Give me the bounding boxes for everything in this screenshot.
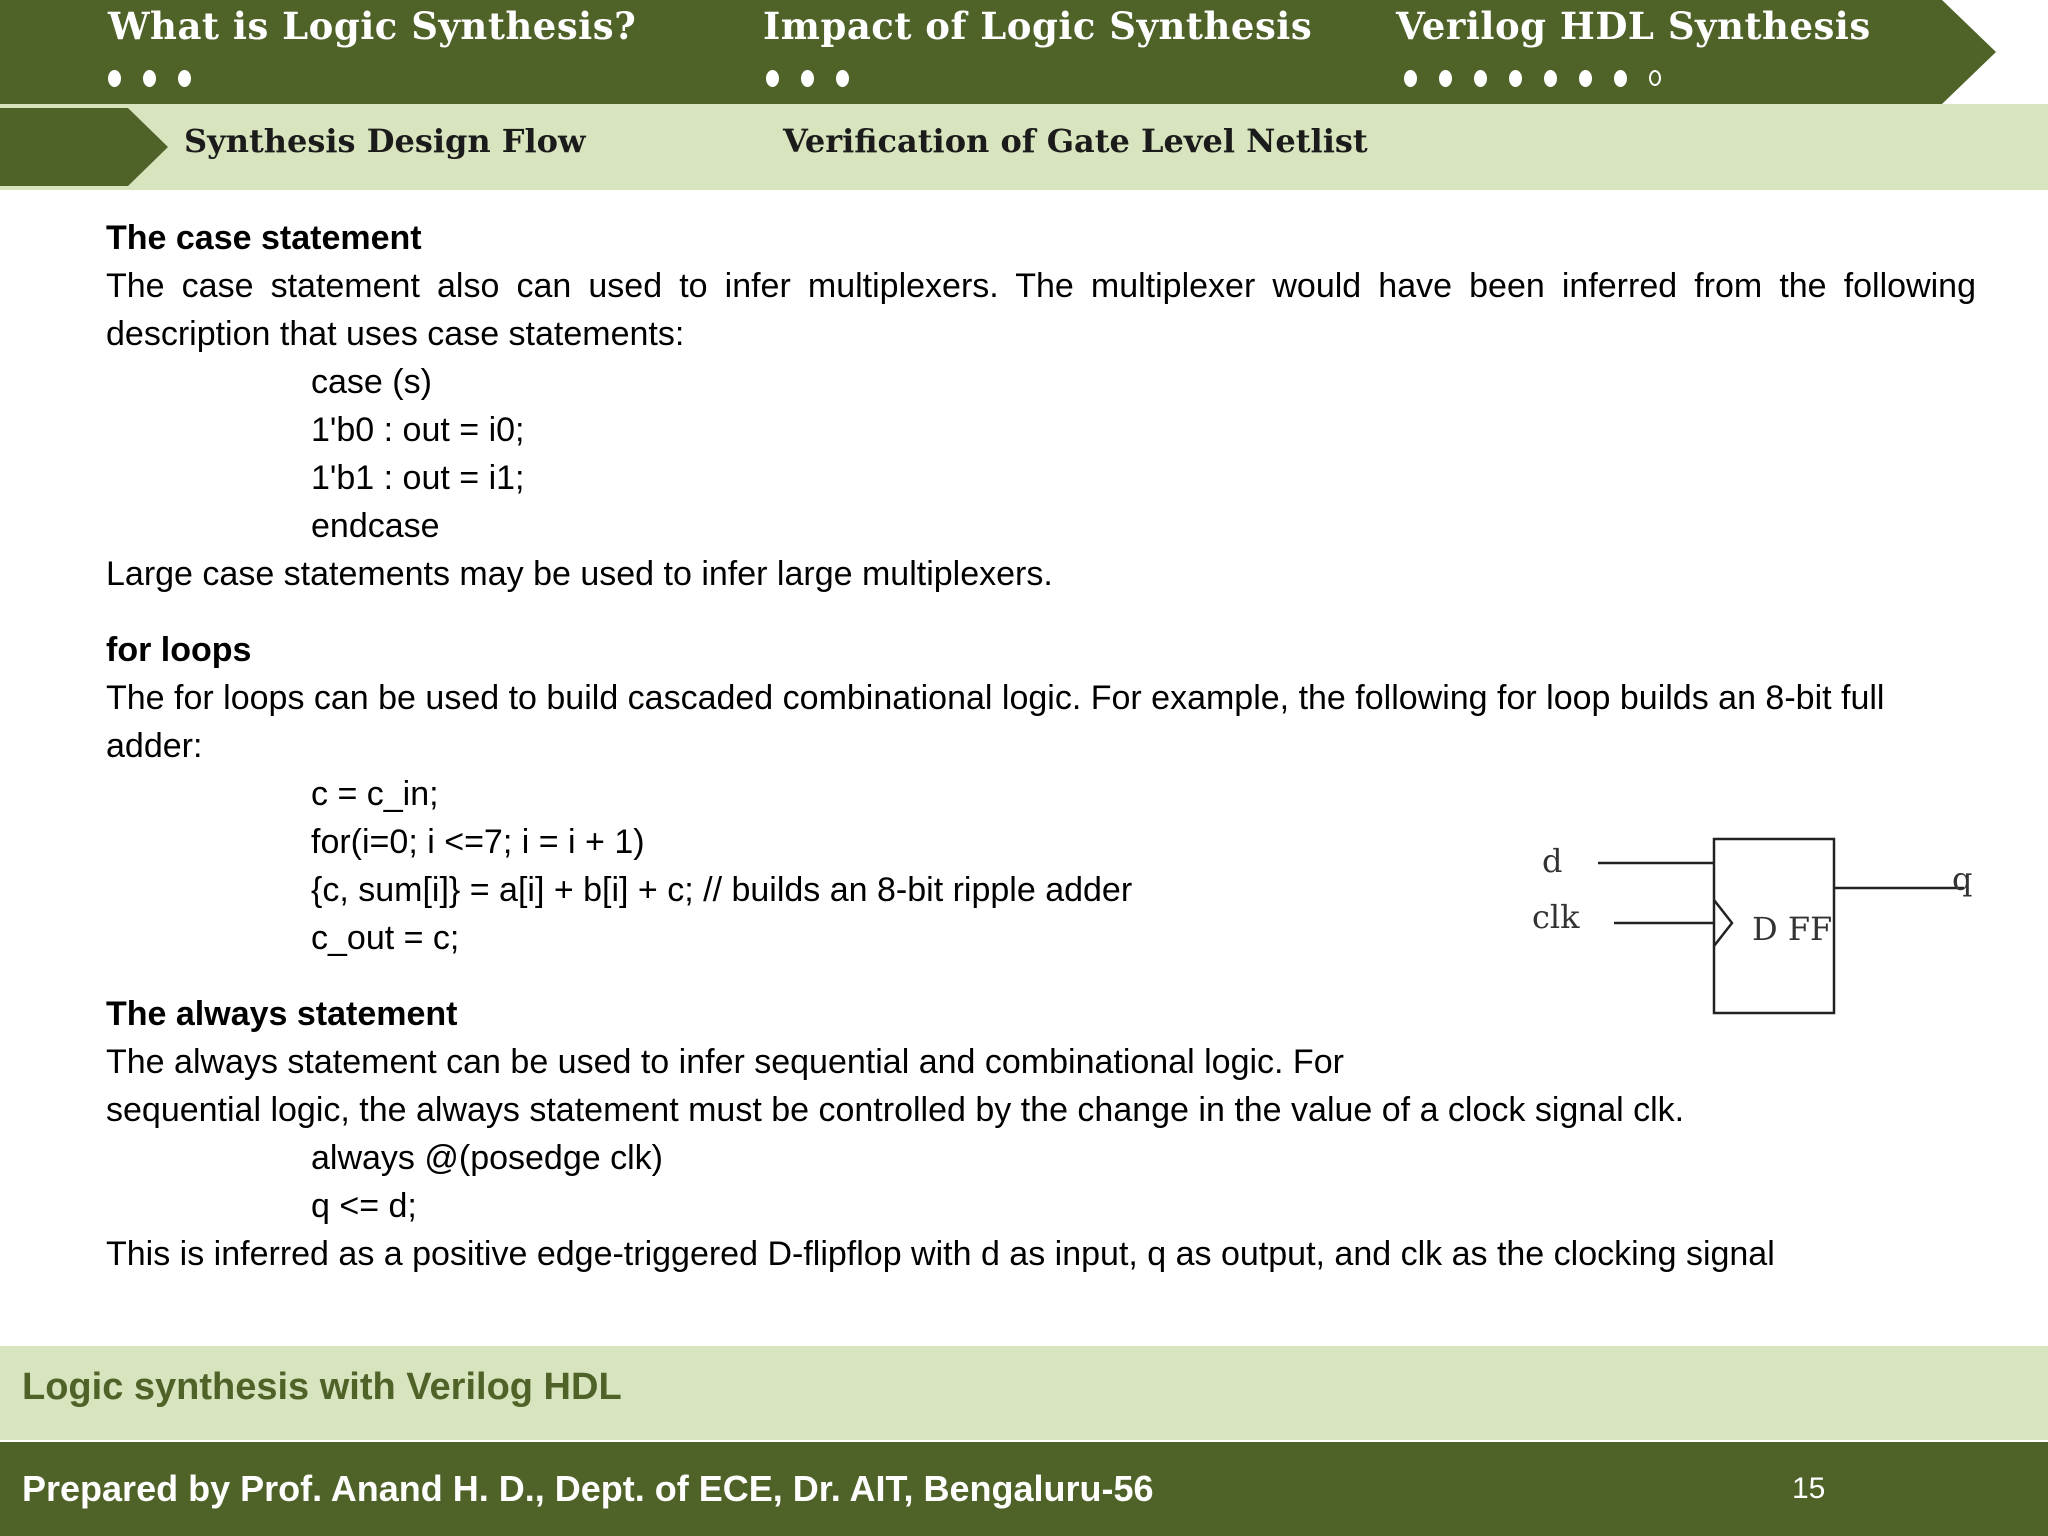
author-credit: Prepared by Prof. Anand H. D., Dept. of ECE, Dr. AIT, Bengaluru-56 [22,1468,1154,1509]
case-code-line: case (s) [311,363,432,401]
always-statement-outro: This is inferred as a positive edge-triggered D-flipflop with d as input, q as output, and clk as the clocking signal [106,1235,1775,1273]
nav-section-impact-of-logic-synthesis[interactable]: Impact of Logic Synthesis [763,4,1313,48]
section-navigation [0,0,2048,104]
nav-dots-section-1 [108,68,213,88]
always-code-line: always @(posedge clk) [311,1139,663,1177]
footer-title-band [0,1346,2048,1440]
slide-indicator-dot[interactable] [1614,70,1627,87]
slide-indicator-dot[interactable] [801,70,814,87]
subsection-arrow [0,104,180,190]
slide-indicator-dot[interactable] [178,70,191,87]
dff-input-clk-label: clk [1532,898,1580,936]
loop-code-line: {c, sum[i]} = a[i] + b[i] + c; // builds an 8-bit ripple adder [311,871,1133,909]
slide-number: 15 [1792,1472,1826,1505]
case-statement-outro: Large case statements may be used to infer large multiplexers. [106,555,1053,593]
slide-indicator-dot[interactable] [1439,70,1452,87]
slide-indicator-dot-current[interactable] [1649,70,1661,86]
loop-code-line: for(i=0; i <=7; i = i + 1) [311,823,645,861]
subsection-navigation [0,104,2048,190]
dff-schematic [1520,830,1980,1020]
case-statement-heading: The case statement [106,219,422,257]
slide-indicator-dot[interactable] [1404,70,1417,87]
nav-subsection-verification-of-gate-level-netlist[interactable]: Verification of Gate Level Netlist [783,122,1368,160]
dff-input-d-label: d [1542,842,1563,880]
dff-output-q-label: q [1952,860,1973,898]
always-statement-heading: The always statement [106,995,458,1033]
loop-code-line: c = c_in; [311,775,439,813]
slide-indicator-dot[interactable] [143,70,156,87]
nav-dots-section-2 [766,68,871,88]
always-code-line: q <= d; [311,1187,417,1225]
d-flipflop-diagram [1520,830,1980,1020]
slide-indicator-dot[interactable] [1509,70,1522,87]
slide-content [106,214,1976,1278]
case-statement-intro: The case statement also can used to infer multiplexers. The multiplexer would have been inferred from the following description that uses case statements: [106,267,1976,353]
always-statement-intro-line-1: The always statement can be used to infer sequential and combinational logic. For [106,1043,1344,1081]
nav-subsection-synthesis-design-flow[interactable]: Synthesis Design Flow [184,122,586,160]
case-code-line: 1'b0 : out = i0; [311,411,525,449]
slide-indicator-dot[interactable] [766,70,779,87]
for-loops-heading: for loops [106,631,252,669]
nav-dots-section-3 [1404,68,1683,88]
slide-indicator-dot[interactable] [108,70,121,87]
footer-credit-bar [0,1440,2048,1536]
loop-code-line: c_out = c; [311,919,460,957]
nav-section-verilog-hdl-synthesis[interactable]: Verilog HDL Synthesis [1396,4,1871,48]
slide-indicator-dot[interactable] [836,70,849,87]
case-code-line: 1'b1 : out = i1; [311,459,525,497]
slide-indicator-dot[interactable] [1579,70,1592,87]
always-statement-intro-line-2: sequential logic, the always statement must be controlled by the change in the value of a clock signal clk. [106,1091,1685,1129]
nav-section-what-is-logic-synthesis[interactable]: What is Logic Synthesis? [108,4,637,48]
slide-indicator-dot[interactable] [1544,70,1557,87]
case-code-line: endcase [311,507,440,545]
presentation-title: Logic synthesis with Verilog HDL [22,1366,622,1408]
for-loops-intro: The for loops can be used to build cascaded combinational logic. For example, the following for loop builds an 8-bit full adder: [106,679,1885,765]
dff-block-label: D FF [1752,910,1833,948]
slide-indicator-dot[interactable] [1474,70,1487,87]
